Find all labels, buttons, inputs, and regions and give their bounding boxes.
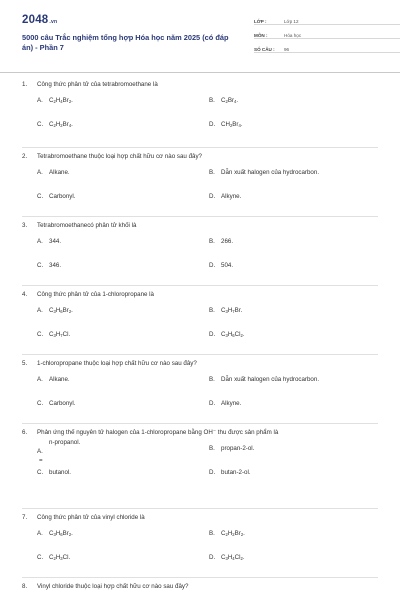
option-text: butan-2-ol.: [221, 469, 251, 476]
meta-value: Lớp 12: [284, 19, 299, 24]
question-text: [22, 514, 378, 522]
option-letter: C.: [37, 121, 44, 128]
question-text: [22, 153, 378, 161]
answer-option[interactable]: [209, 469, 251, 476]
answer-option[interactable]: [209, 445, 254, 452]
question-stem: Công thức phân tử của vinyl chloride là: [37, 514, 145, 521]
option-text: Alkyne.: [221, 400, 242, 407]
question-item: [22, 355, 378, 424]
option-text: Alkane.: [49, 376, 70, 383]
question-text: [22, 429, 378, 437]
answer-option[interactable]: [37, 554, 70, 561]
option-letter: C.: [37, 554, 44, 561]
subscript: 4: [232, 556, 235, 561]
option-text: Alkane.: [49, 169, 70, 176]
option-letter-line: [37, 448, 80, 455]
question-number: 1.: [22, 81, 28, 88]
question-stem: 1-chloropropane thuộc loại hợp chất hữu cơ nào sau đây?: [37, 360, 197, 367]
subscript: 2: [225, 99, 228, 104]
meta-value: 96: [284, 47, 290, 52]
option-letter: A.: [37, 169, 43, 176]
question-number: 7.: [22, 514, 28, 521]
answer-option[interactable]: [37, 97, 73, 104]
subscript: 3: [225, 333, 228, 338]
option-text: $C_2Br_4$.: [221, 97, 239, 104]
answer-option[interactable]: [209, 238, 233, 245]
option-letter: D.: [209, 331, 216, 338]
option-letter: C.: [37, 193, 44, 200]
option-text: 504.: [221, 262, 234, 269]
option-text: Carbonyl.: [49, 193, 76, 200]
answer-option[interactable]: [209, 97, 238, 104]
subscript: 7: [60, 333, 63, 338]
answer-option[interactable]: [209, 554, 245, 561]
question-text: [22, 360, 378, 368]
question-number: 4.: [22, 291, 28, 298]
answer-option[interactable]: [37, 530, 73, 537]
answer-option[interactable]: [37, 238, 61, 245]
meta-label: LỚP :: [254, 19, 267, 24]
answer-option[interactable]: [37, 121, 73, 128]
option-text: Alkyne.: [221, 193, 242, 200]
option-letter: B.: [209, 376, 215, 383]
option-letter: A.: [37, 307, 43, 314]
option-text: $C_3H_6Br_2$.: [49, 530, 73, 537]
answer-option[interactable]: [209, 400, 241, 407]
answer-option[interactable]: [37, 169, 70, 176]
subscript: 3: [225, 556, 228, 561]
subscript: 3: [60, 556, 63, 561]
question-list: [22, 76, 378, 600]
option-letter: A.: [37, 238, 43, 245]
option-letter: B.: [209, 97, 215, 104]
answer-option[interactable]: [209, 376, 319, 383]
option-text: 266.: [221, 238, 234, 245]
question-number: 8.: [22, 583, 28, 590]
option-text: 344.: [49, 238, 62, 245]
subscript: 2: [229, 123, 233, 128]
subscript: 2: [240, 556, 243, 561]
meta-label: SỐ CÂU :: [254, 47, 275, 52]
answer-option[interactable]: [209, 530, 245, 537]
subscript: 2: [53, 556, 56, 561]
question-item: [22, 76, 378, 148]
subscript: 3: [225, 309, 228, 314]
question-number: 5.: [22, 360, 28, 367]
option-text-line: [37, 439, 80, 446]
logo-suffix: .vn: [49, 19, 58, 25]
answer-option[interactable]: [37, 439, 80, 464]
meta-panel: [254, 14, 400, 56]
option-letter: D.: [209, 469, 216, 476]
option-letter: B.: [209, 238, 215, 245]
option-text: n-propanol.: [49, 439, 81, 446]
question-stem: Công thức phân tử của tetrabromoethane là: [37, 81, 158, 88]
subscript: 4: [68, 123, 72, 128]
subscript: 6: [60, 532, 63, 537]
meta-row-count: [254, 42, 400, 53]
question-stem: Công thức phân tử của 1-chloropropane là: [37, 291, 154, 298]
question-stem: Vinyl chloride thuộc loại hợp chất hữu cơ nào sau đây?: [37, 583, 189, 590]
option-text: $C_2H_4Br_2$.: [49, 97, 73, 104]
question-stem: Tetrabromoethane thuộc loại hợp chất hữu cơ nào sau đây?: [37, 153, 202, 160]
question-text: [22, 291, 378, 299]
document-header: [22, 0, 378, 70]
answer-option[interactable]: [209, 121, 243, 128]
answer-option[interactable]: [37, 400, 75, 407]
option-text: $C_3H_4Cl_2$.: [221, 554, 245, 561]
question-item: [22, 509, 378, 578]
subscript: 2: [240, 532, 244, 537]
option-text: $C_2H_2Br_4$.: [49, 121, 73, 128]
option-text: butanol.: [49, 469, 72, 476]
option-letter: D.: [209, 121, 216, 128]
subscript: 2: [240, 333, 243, 338]
option-text: Dẫn xuất halogen của hydrocarbon.: [221, 376, 320, 383]
option-letter: C.: [37, 400, 44, 407]
subscript: 7: [232, 309, 235, 314]
question-item: [22, 286, 378, 355]
option-letter: D.: [209, 193, 216, 200]
answer-option[interactable]: [37, 376, 70, 383]
option-letter: B.: [209, 530, 215, 537]
subscript: 2: [53, 99, 56, 104]
site-logo[interactable]: [22, 14, 57, 26]
answer-option[interactable]: [37, 307, 73, 314]
option-letter: C.: [37, 331, 44, 338]
option-text: $C_3H_7Br$.: [221, 307, 243, 314]
option-letter: C.: [37, 469, 44, 476]
question-number: 6.: [22, 429, 28, 436]
option-text: $C_2H_3Cl$.: [49, 554, 71, 561]
header-divider: [0, 72, 400, 73]
subscript: 2: [68, 532, 72, 537]
question-item: [22, 148, 378, 217]
question-item: [22, 424, 378, 509]
question-item: [22, 578, 378, 600]
option-text: Carbonyl.: [49, 400, 76, 407]
subscript: 6: [232, 333, 235, 338]
question-stem: Phản ứng thế nguyên tử halogen của 1-chloropropane bằng OH⁻ thu được sản phẩm là: [37, 429, 279, 436]
question-text: [22, 222, 378, 230]
question-number: 2.: [22, 153, 28, 160]
meta-label: MÔN :: [254, 33, 268, 38]
answer-option[interactable]: [37, 331, 70, 338]
option-text: $CH_2Br_4$.: [221, 121, 243, 128]
option-letter: D.: [209, 400, 216, 407]
option-text: propan-2-ol.: [221, 445, 255, 452]
answer-option[interactable]: [209, 307, 242, 314]
answer-option[interactable]: [37, 193, 75, 200]
option-letter: A.: [37, 530, 43, 537]
subscript: 3: [53, 309, 56, 314]
option-letter: B.: [209, 445, 215, 452]
answer-option[interactable]: [209, 331, 245, 338]
meta-row-grade: [254, 14, 400, 25]
option-letter: C.: [37, 262, 44, 269]
option-letter: A.: [37, 448, 43, 455]
meta-row-subject: [254, 28, 400, 39]
option-text: Dẫn xuất halogen của hydrocarbon.: [221, 169, 320, 176]
option-text: $C_3H_6Br_2$.: [49, 307, 73, 314]
option-letter: A.: [37, 97, 43, 104]
answer-option[interactable]: [37, 262, 61, 269]
subscript: 2: [53, 123, 56, 128]
option-text: $C_3H_6Cl_2$.: [221, 331, 245, 338]
answer-option[interactable]: [209, 193, 241, 200]
subscript: 2: [68, 99, 72, 104]
logo-text: 2048: [22, 14, 49, 26]
subscript: 4: [238, 123, 241, 128]
question-item: [22, 217, 378, 286]
subscript: 2: [68, 309, 72, 314]
subscript: 6: [60, 309, 63, 314]
option-letter: B.: [209, 169, 215, 176]
question-number: 3.: [22, 222, 28, 229]
question-text: [22, 81, 378, 89]
option-letter: A.: [37, 376, 43, 383]
answer-option[interactable]: [209, 169, 319, 176]
subscript: 3: [53, 333, 56, 338]
subscript: 2: [225, 532, 228, 537]
subscript: 2: [60, 123, 63, 128]
answer-option[interactable]: [37, 469, 71, 476]
option-letter: D.: [209, 262, 216, 269]
meta-value: Hóa học: [284, 33, 302, 38]
option-note: =: [39, 457, 43, 464]
subscript: 4: [60, 99, 63, 104]
question-stem: Tetrabromoethanecó phân tử khối là: [37, 222, 137, 229]
subscript: 3: [53, 532, 56, 537]
option-text: $C_2H_2Br_2$.: [221, 530, 245, 537]
option-letter: B.: [209, 307, 215, 314]
question-text: [22, 583, 378, 591]
option-letter: D.: [209, 554, 216, 561]
option-text: $C_3H_7Cl$.: [49, 331, 71, 338]
document-title: 5000 câu Trắc nghiệm tổng hợp Hóa học năm 2025 (có đáp án) - Phần 7: [22, 33, 229, 52]
subscript: 2: [232, 532, 235, 537]
answer-option[interactable]: [209, 262, 233, 269]
subscript: 4: [234, 99, 237, 104]
option-text: 346.: [49, 262, 62, 269]
